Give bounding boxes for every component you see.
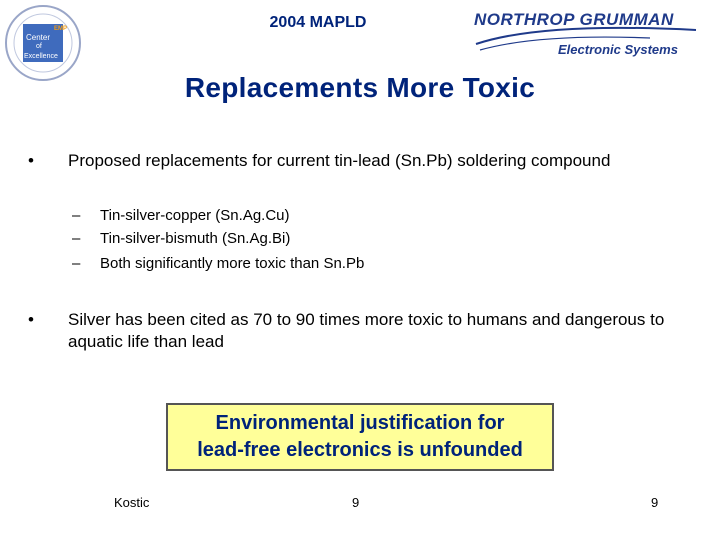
sub-bullet-item: [72, 254, 365, 274]
footer-slide-number: 9: [651, 495, 659, 510]
sub-bullet-item: [72, 206, 290, 226]
bullet-item: [28, 309, 668, 353]
svg-text:Excellence: Excellence: [24, 53, 58, 60]
conference-title: 2004 MAPLD: [269, 14, 367, 31]
footer-author: Kostic: [114, 495, 150, 510]
svg-text:NORTHROP GRUMMAN: NORTHROP GRUMMAN: [474, 10, 674, 29]
center-of-excellence-seal-icon: [4, 4, 82, 82]
bullet-text: Silver has been cited as 70 to 90 times more toxic to humans and dangerous to aquatic life than lead: [68, 310, 665, 351]
svg-text:Electronic Systems: Electronic Systems: [558, 42, 678, 57]
slide-title: Replacements More Toxic: [184, 72, 536, 103]
sub-bullet-text: Tin-silver-bismuth (Sn.Ag.Bi): [100, 230, 291, 247]
bullet-marker: •: [28, 310, 34, 329]
sub-bullet-marker: –: [72, 255, 81, 272]
svg-text:of: of: [36, 43, 42, 50]
sub-bullet-marker: –: [72, 207, 81, 224]
northrop-grumman-logo-icon: [470, 6, 702, 64]
bullet-marker: •: [28, 151, 34, 170]
sub-bullet-marker: –: [72, 230, 81, 247]
bullet-item: [28, 150, 668, 172]
footer-page-number: 9: [352, 495, 360, 510]
callout-line: lead-free electronics is unfounded: [197, 439, 523, 461]
svg-text:EMP: EMP: [54, 26, 68, 32]
callout-line: Environmental justification for: [215, 412, 505, 434]
sub-bullet-text: Both significantly more toxic than Sn.Pb: [100, 255, 365, 272]
sub-bullet-text: Tin-silver-copper (Sn.Ag.Cu): [100, 207, 290, 224]
bullet-text: Proposed replacements for current tin-lead (Sn.Pb) soldering compound: [68, 151, 611, 170]
callout-box: [166, 403, 554, 471]
sub-bullet-item: [72, 229, 291, 249]
svg-text:Center: Center: [26, 33, 51, 42]
